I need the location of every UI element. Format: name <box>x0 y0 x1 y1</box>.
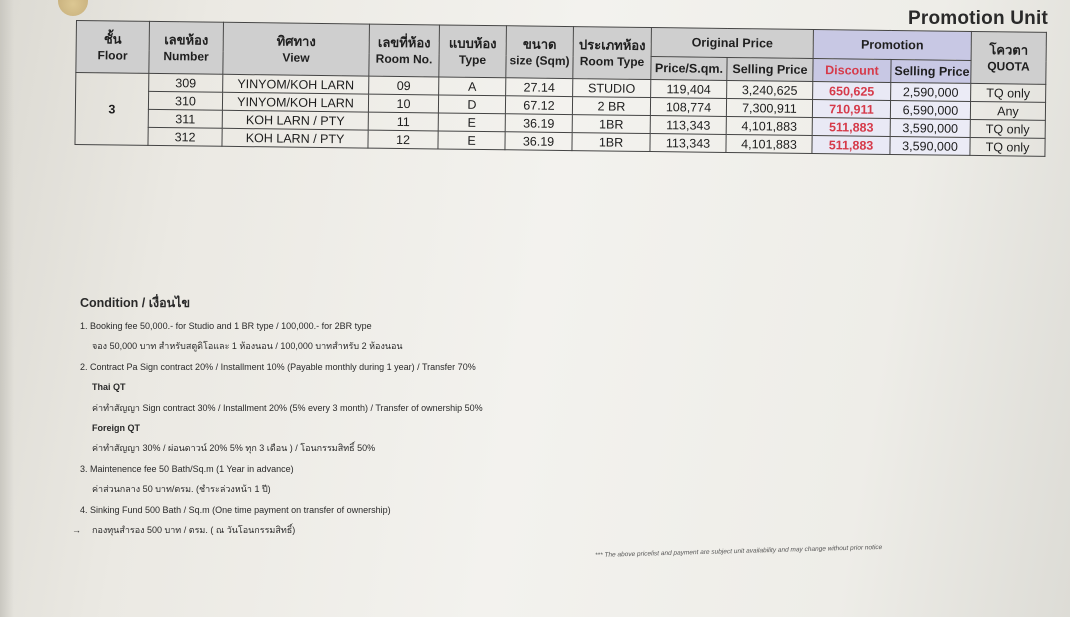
header-room-type-en: Room Type <box>579 54 645 69</box>
promotion-unit-table <box>74 20 1046 157</box>
quota-cell: Any <box>970 101 1045 120</box>
floor-cell: 3 <box>75 73 149 146</box>
header-room-type <box>573 27 652 80</box>
header-room-no-thai: เลขที่ห้อง <box>377 34 431 51</box>
type-cell: A <box>439 77 506 96</box>
type-cell: E <box>438 113 505 132</box>
header-number <box>149 21 224 74</box>
header-view-thai: ทิศทาง <box>276 33 316 49</box>
condition-line: จอง 50,000 บาท สำหรับสตูดิโอและ 1 ห้องนอน / 100,000 บาทสำหรับ 2 ห้องนอน <box>92 341 403 352</box>
room-no-cell: 12 <box>368 130 438 149</box>
room-type-cell: 1BR <box>572 133 650 152</box>
footnote: *** The above pricelist and payment are subject unit availability and may change without prior notice <box>595 543 883 559</box>
header-number-en: Number <box>163 49 209 64</box>
room-type-cell: STUDIO <box>573 79 651 98</box>
number-cell: 311 <box>148 109 222 128</box>
header-quota-en: QUOTA <box>987 59 1030 74</box>
header-type-thai: แบบห้อง <box>448 35 497 52</box>
conditions-section <box>72 292 640 540</box>
view-cell: YINYOM/KOH LARN <box>223 74 369 94</box>
header-promotion: Promotion <box>813 30 971 61</box>
view-cell: YINYOM/KOH LARN <box>222 92 368 112</box>
price-sqm-cell: 113,343 <box>650 134 726 153</box>
condition-subheading-thai-qt: Thai QT <box>92 382 126 393</box>
discount-cell: 511,883 <box>812 136 890 155</box>
header-type <box>439 25 507 78</box>
size-cell: 36.19 <box>505 114 572 133</box>
promo-price-cell: 3,590,000 <box>890 136 970 155</box>
arrow-icon: → <box>72 525 81 536</box>
condition-line: ค่าส่วนกลาง 50 บาท/ตรม. (ชำระล่วงหน้า 1 ปี) <box>92 484 271 495</box>
view-cell: KOH LARN / PTY <box>222 110 368 130</box>
size-cell: 27.14 <box>506 78 573 97</box>
promo-price-cell: 3,590,000 <box>890 118 970 137</box>
price-sqm-cell: 119,404 <box>651 80 727 99</box>
header-row-top <box>76 21 1046 62</box>
header-size-thai: ขนาด <box>522 36 557 52</box>
size-cell: 36.19 <box>505 132 572 151</box>
header-size <box>506 26 574 79</box>
quota-cell: TQ only <box>970 119 1045 138</box>
promo-price-cell: 6,590,000 <box>890 100 970 119</box>
price-sqm-cell: 108,774 <box>650 98 726 117</box>
header-number-thai: เลขห้อง <box>164 32 209 48</box>
selling-price-cell: 4,101,883 <box>726 134 812 153</box>
header-view-en: View <box>282 50 310 65</box>
header-promo-selling-price: Selling Price <box>891 59 971 83</box>
size-cell: 67.12 <box>505 96 572 115</box>
header-price-sqm: Price/S.qm. <box>651 57 727 81</box>
condition-line: ค่าทำสัญญา Sign contract 30% / Installment 20% (5% every 3 month) / Transfer of ownership 50% <box>92 402 483 413</box>
selling-price-cell: 7,300,911 <box>726 98 812 117</box>
quota-cell: TQ only <box>971 83 1046 102</box>
number-cell: 309 <box>149 73 223 92</box>
header-original-price: Original Price <box>651 28 813 59</box>
promo-price-cell: 2,590,000 <box>891 82 971 101</box>
condition-line: 1. Booking fee 50,000.- for Studio and 1 BR type / 100,000.- for 2BR type <box>80 321 372 331</box>
discount-cell: 710,911 <box>812 100 890 119</box>
promotion-table-container <box>74 20 1045 157</box>
number-cell: 312 <box>148 127 222 146</box>
header-floor <box>76 21 150 74</box>
condition-line: 4. Sinking Fund 500 Bath / Sq.m (One time payment on transfer of ownership) <box>80 504 391 515</box>
header-view <box>223 22 370 76</box>
room-no-cell: 10 <box>368 94 438 113</box>
condition-line: กองทุนสำรอง 500 บาท / ตรม. ( ณ วันโอนกรรมสิทธิ์) <box>92 525 296 536</box>
selling-price-cell: 3,240,625 <box>727 80 813 99</box>
header-type-en: Type <box>458 52 487 68</box>
type-cell: D <box>438 95 505 114</box>
page-edge-shadow <box>0 0 14 617</box>
price-sqm-cell: 113,343 <box>650 116 726 135</box>
header-room-no <box>369 24 440 77</box>
header-room-no-en: Room No. <box>375 51 433 67</box>
number-cell: 310 <box>148 91 222 110</box>
room-no-cell: 11 <box>368 112 438 131</box>
selling-price-cell: 4,101,883 <box>726 116 812 135</box>
discount-cell: 650,625 <box>813 82 891 101</box>
page-title: Promotion Unit <box>907 8 1048 29</box>
condition-line: ค่าทำสัญญา 30% / ผ่อนดาวน์ 20% 5% ทุก 3 เดือน ) / โอนกรรมสิทธิ์ 50% <box>92 443 376 454</box>
view-cell: KOH LARN / PTY <box>222 128 368 148</box>
header-quota-thai: โควตา <box>989 42 1029 58</box>
room-type-cell: 1BR <box>572 115 650 134</box>
type-cell: E <box>438 131 505 150</box>
conditions-title: Condition / เงื่อนไข <box>80 296 190 310</box>
header-size-en: size (Sqm) <box>509 53 570 69</box>
condition-subheading-foreign-qt: Foreign QT <box>92 423 140 434</box>
header-floor-en: Floor <box>97 48 128 63</box>
room-no-cell: 09 <box>369 76 439 95</box>
condition-line: 2. Contract Pa Sign contract 20% / Installment 10% (Payable monthly during 1 year) / Transfer 70% <box>80 361 476 372</box>
header-selling-price: Selling Price <box>727 57 813 81</box>
header-discount: Discount <box>813 59 891 83</box>
logo-fragment <box>58 0 88 16</box>
room-type-cell: 2 BR <box>572 97 650 116</box>
discount-cell: 511,883 <box>812 118 890 137</box>
quota-cell: TQ only <box>970 137 1045 156</box>
header-room-type-thai: ประเภทห้อง <box>578 37 646 53</box>
header-quota <box>971 31 1047 84</box>
condition-line: 3. Maintenence fee 50 Bath/Sq.m (1 Year in advance) <box>80 463 294 474</box>
header-floor-thai: ชั้น <box>103 31 122 47</box>
condition-line-with-arrow <box>72 520 640 540</box>
